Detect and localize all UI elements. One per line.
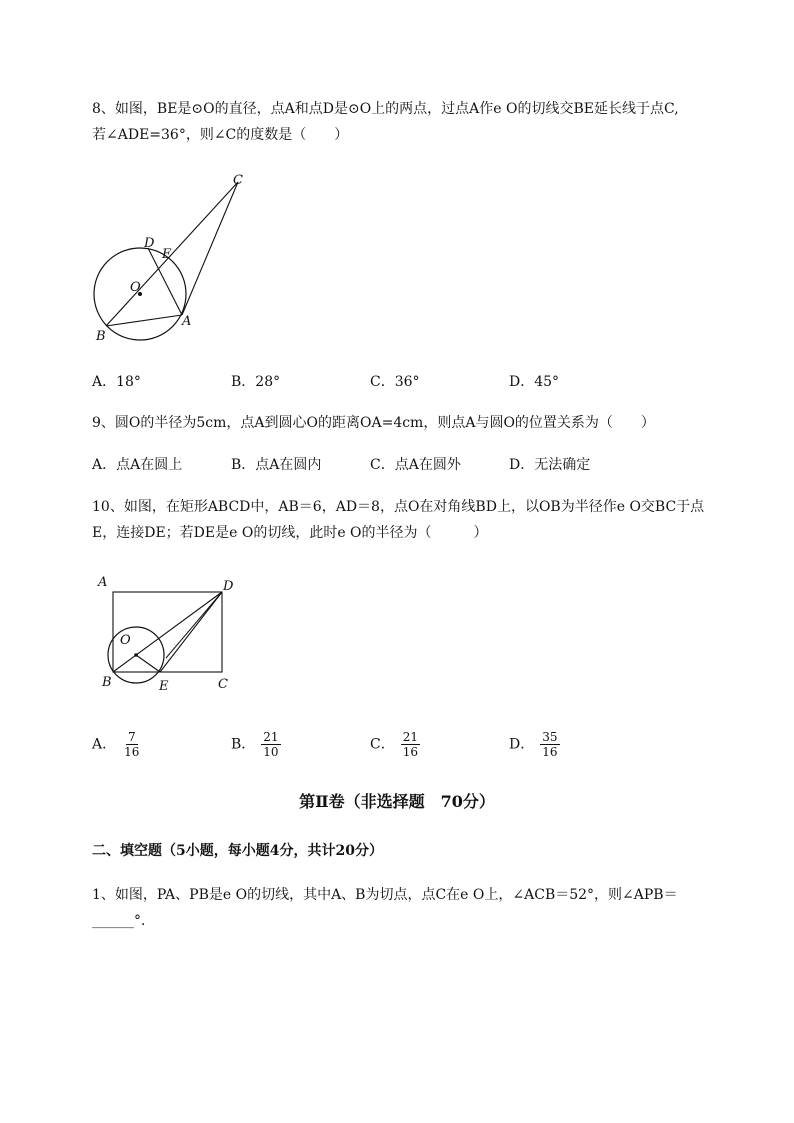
q10-option-c-label: C． — [370, 736, 395, 753]
q10-label-e: E — [159, 679, 169, 694]
q9-option-d[interactable]: D．无法确定 — [509, 457, 591, 473]
q9-option-c[interactable]: C．点A在圆外 — [370, 457, 461, 473]
q10-option-b-label: B． — [231, 736, 256, 753]
q10-label-d: D — [223, 579, 234, 594]
q10-line2: E，连接DE；若DE是e O的切线，此时e O的半径为（ ） — [92, 525, 488, 541]
q10-option-c-num: 21 — [402, 730, 418, 744]
q10-option-a-label: A． — [92, 736, 117, 753]
q10-option-a-den: 16 — [124, 745, 140, 759]
q8-label-c: C — [233, 173, 243, 188]
q10-figure — [92, 570, 252, 700]
q8-label-a: A — [182, 314, 192, 329]
q10-option-d-label: D． — [509, 736, 535, 753]
q8-label-b: B — [96, 329, 106, 344]
q10-option-a-fraction — [122, 730, 141, 759]
q8-option-a[interactable]: A．18° — [92, 374, 141, 390]
q8-line1: 8、如图，BE是⊙O的直径，点A和点D是⊙O上的两点，过点A作e O的切线交BE延长线于点C, — [92, 101, 679, 117]
q9-line1: 9、圆O的半径为5cm，点A到圆心O的距离OA=4cm，则点A与圆O的位置关系为（ ） — [92, 415, 655, 431]
q10-label-o: O — [120, 633, 131, 648]
q10-option-c-den: 16 — [402, 745, 418, 759]
q8-label-d: D — [144, 236, 155, 251]
q10-option-a[interactable] — [92, 730, 141, 759]
q10-option-d-den: 16 — [542, 745, 558, 759]
q10-option-a-num: 7 — [127, 730, 136, 744]
q10-option-c[interactable] — [370, 730, 420, 759]
q8-label-o: O — [130, 280, 141, 295]
q10-label-a: A — [98, 575, 108, 590]
q8-figure — [90, 170, 260, 350]
q10-option-d-fraction — [540, 730, 559, 759]
q8-line2: 若∠ADE=36°，则∠C的度数是（ ） — [92, 127, 349, 143]
q10-option-b-den: 10 — [263, 745, 279, 759]
q8-option-c[interactable]: C．36° — [370, 374, 420, 390]
q9-option-a[interactable]: A．点A在圆上 — [92, 457, 183, 473]
q8-option-d[interactable]: D．45° — [509, 374, 560, 390]
fill-heading: 二、填空题（5小题，每小题4分，共计20分） — [92, 843, 383, 859]
q8-option-b[interactable]: B．28° — [231, 374, 281, 390]
f1-line1: 1、如图，PA、PB是e O的切线，其中A、B为切点，点C在e O上，∠ACB＝52°，则∠APB＝ — [92, 887, 678, 903]
f1-line2: ______°． — [92, 913, 155, 929]
q10-option-d[interactable] — [509, 730, 560, 759]
q10-line1: 10、如图，在矩形ABCD中，AB＝6，AD＝8，点O在对角线BD上，以OB为半径作e O交BC于点 — [92, 499, 705, 515]
section-title: 第Ⅱ卷（非选择题 70分） — [299, 792, 495, 811]
q10-option-b-num: 21 — [263, 730, 279, 744]
q10-label-b: B — [102, 675, 112, 690]
q10-label-c: C — [218, 677, 228, 692]
q10-option-c-fraction — [401, 730, 420, 759]
q8-label-e: E — [162, 247, 172, 262]
q9-option-b[interactable]: B．点A在圆内 — [231, 457, 322, 473]
q10-option-d-num: 35 — [542, 730, 558, 744]
q10-option-b[interactable] — [231, 730, 281, 759]
q10-option-b-fraction — [261, 730, 280, 759]
